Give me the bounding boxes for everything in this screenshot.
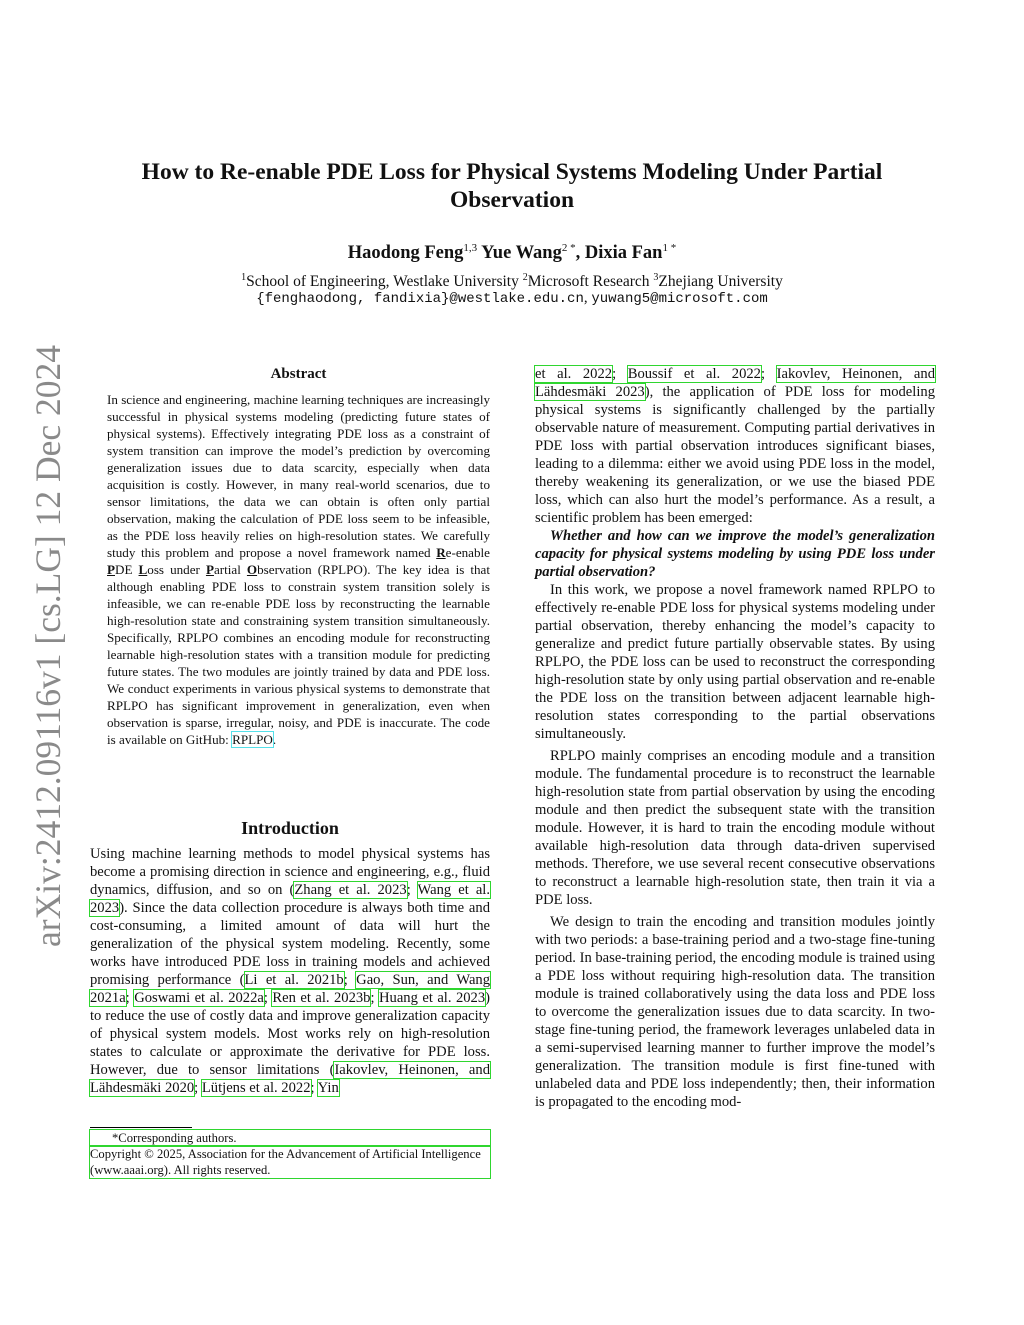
footnote-divider [90, 1127, 192, 1128]
arxiv-identifier-stamp: arXiv:2412.09116v1 [cs.LG] 12 Dec 2024 [28, 344, 68, 947]
copyright-notice[interactable]: Copyright © 2025, Association for the Advancement of Artificial Intelligence (www.aaai.org). All rights reserved. [90, 1146, 490, 1178]
cite-sep: ; [125, 990, 135, 1006]
citation-link[interactable]: Goswami et al. 2022a [134, 990, 264, 1006]
research-question: Whether and how can we improve the model’s generalization capacity for physical systems modeling by using PDE loss under partial observation? [535, 528, 935, 580]
intro-text: ). Since the data collection procedure is always both time and cost-consuming, a limited amount of data will hurt the generalization of the physical system modeling. Recently, some works have introduced PDE loss in training models and achieved promising performance ( [90, 900, 490, 988]
citation-link[interactable]: Ren et al. 2023b [272, 990, 371, 1006]
cite-sep: ; [343, 972, 357, 988]
author-list: Haodong Feng$^{1,3}$ Yue Wang$^{2 *}$, Dixia Fan$^{1 *}$ [347, 242, 677, 264]
name-part: e-enable [445, 545, 490, 560]
author-affiliation-mark: 2 * [561, 242, 576, 254]
paragraph-text: We design to train the encoding and transition modules jointly with two periods: a base-training period and a two-stage fine-tuning period. In base-training period, the encoding module is trained using a PDE loss without requiring high-resolution data. The transition module is trained collaboratively using the data loss and PDE loss to overcome the generalization issues due to data scarcity. In two-stage fine-tuning period, the framework leverages unlabeled data in a semi-supervised learning manner to further improve the model’s generalization. The transition module is first fine-tuned with unlabeled data and PDE loss independently; then, their information is propagated to the encoding mod- [535, 914, 936, 1110]
citation-link[interactable]: Iakovlev, Heinonen, and Lähdesmäki 2023 [535, 366, 936, 400]
citation-link[interactable]: Gao, Sun, and Wang 2021a [90, 972, 491, 1006]
corresponding-authors-note[interactable]: *Corresponding authors. [90, 1130, 490, 1146]
affiliation-mark: 3 [653, 272, 659, 283]
author-name: Yue Wang [481, 243, 562, 264]
code-link[interactable]: RPLPO [232, 732, 273, 747]
author-name: Dixia Fan [584, 243, 663, 264]
name-initial: P [205, 562, 214, 577]
cite-sep: ; [263, 990, 273, 1006]
email-address: yuwang5@microsoft.com [591, 291, 768, 307]
paper-title: How to Re-enable PDE Loss for Physical Systems Modeling Under Partial Observation [141, 159, 883, 213]
author-affiliation-mark: 1 * [662, 242, 677, 254]
paragraph-text: RPLPO mainly comprises an encoding module and a transition module. The fundamental procedure is to reconstruct the learnable high-resolution state from partial observation by using the encoding module and then predict the subsequent state with the transition module. However, it is hard to train the encoding module without available high-resolution data through data-driven supervised methods. Therefore, we use several recent consecutive observations to reconstruct a learnable high-resolution state, then train it via a PDE loss. [535, 748, 935, 908]
author-name: Haodong Feng [347, 243, 464, 264]
name-initial: P [107, 562, 115, 577]
author-affiliation-mark: 1,3 [463, 242, 478, 254]
citation-link[interactable]: Zhang et al. 2023 [294, 882, 407, 898]
citation-link[interactable]: Iakovlev, Heinonen, and Lähdesmäki 2020 [90, 1062, 491, 1096]
name-part: oss under [147, 562, 206, 577]
intro-text: Using machine learning methods to model physical systems has become a promising direction in science and engineering, e.g., fluid dynamics, diffusion, and so on ( [90, 846, 490, 898]
name-part: bservation [257, 562, 312, 577]
affiliation-name: Microsoft Research [527, 273, 650, 291]
paragraph-text: ), the application of PDE loss for modeling physical systems is significantly challenged by the partially observable nature of measurement. Computing partial derivatives in PDE loss with partial observation introduces significant biases, leading to a dilemma: either we avoid using PDE loss in the model, thereby weakening its generalization, or we use the biased PDE loss, which can also hurt the model’s performance. As a result, a scientific problem has been emerged: [535, 384, 935, 526]
name-initial: L [138, 562, 148, 577]
abstract-heading: Abstract [270, 366, 327, 382]
intro-text: ) to reduce the use of costly data and improve generalization capacity of physical system models. Most works rely on high-resolution states to calculate or approximate the derivative for PDE loss. However, due to sensor limitations ( [90, 990, 491, 1078]
citation-link[interactable]: Lütjens et al. 2022 [201, 1080, 311, 1096]
cite-sep: ; [406, 882, 418, 898]
cite-sep: ; [370, 990, 379, 1006]
cite-sep: ; [194, 1080, 202, 1096]
name-initial: R [436, 545, 446, 560]
cite-sep: ; [760, 366, 777, 382]
name-part: DE [115, 562, 139, 577]
affiliation-mark: 1 [241, 272, 247, 283]
footnote-block [90, 1130, 490, 1178]
affiliation-name: School of Engineering, Westlake University [246, 273, 519, 291]
citation-link[interactable]: Yin [317, 1080, 339, 1096]
abstract-text: In science and engineering, machine learning techniques are increasingly successful in physical systems modeling (predicting future states of physical systems). Effectively integrating PDE loss as a constraint of system transition can improve the model’s prediction by overcoming generalization issues due to data scarcity, especially when data acquisition is costly. However, in many real-world scenarios, due to sensor limitations, the data we can obtain is often only partial observation, making the calculation of PDE loss seem to be infeasible, as the PDE loss heavily relies on high-resolution states. We carefully study this problem and propose a novel framework named [107, 392, 490, 560]
citation-link[interactable]: Li et al. 2021b [244, 972, 344, 988]
citation-link[interactable]: Huang et al. 2023 [378, 990, 486, 1006]
author-emails [100, 288, 924, 309]
affiliation-name: Zhejiang University [658, 273, 783, 291]
name-part: artial [213, 562, 247, 577]
abstract-text: (RPLPO). The key idea is that although enabling PDE loss to constrain system transition solely is infeasible, we can re-enable PDE loss by reconstructing the learnable high-resolution state and constraining system transition simultaneously. Specifically, RPLPO combines an encoding module for reconstructing learnable high-resolution states with a transition module for predicting future states. The two modules are jointly trained by data and PDE loss. We conduct experiments in various physical systems to demonstrate that RPLPO has significant improvement in generalization, even when observation is sparse, irregular, noisy, and PDE is inaccurate. The code is available on GitHub: [107, 562, 490, 747]
email-group: {fenghaodong, fandixia}@westlake.edu.cn [256, 291, 584, 307]
cite-sep: ; [310, 1080, 318, 1096]
cite-sep: ; [612, 366, 628, 382]
introduction-heading: Introduction [241, 818, 339, 838]
citation-link[interactable]: Boussif et al. 2022 [627, 366, 761, 382]
abstract-end: . [272, 732, 277, 747]
name-initial: O [246, 562, 258, 577]
affiliation-mark: 2 [522, 272, 528, 283]
email-separator: , [583, 290, 592, 306]
right-column-body [535, 365, 935, 1111]
paragraph-text: In this work, we propose a novel framework named RPLPO to effectively re-enable PDE loss for physical systems modeling under partial observation, thereby enhancing the model’s capacity to generalize and predict future partially observable states. By using RPLPO, the PDE loss can be used to reconstruct the corresponding high-resolution state by only using partial observation and re-enable the PDE loss on the transition between adjacent learnable high-resolution states corresponding to the partial observations simultaneously. [535, 582, 935, 742]
citation-link[interactable]: Wang et al. 2023 [90, 882, 491, 916]
citation-link[interactable]: et al. 2022 [535, 366, 613, 382]
abstract-body [107, 391, 490, 748]
introduction-body [90, 845, 490, 1097]
